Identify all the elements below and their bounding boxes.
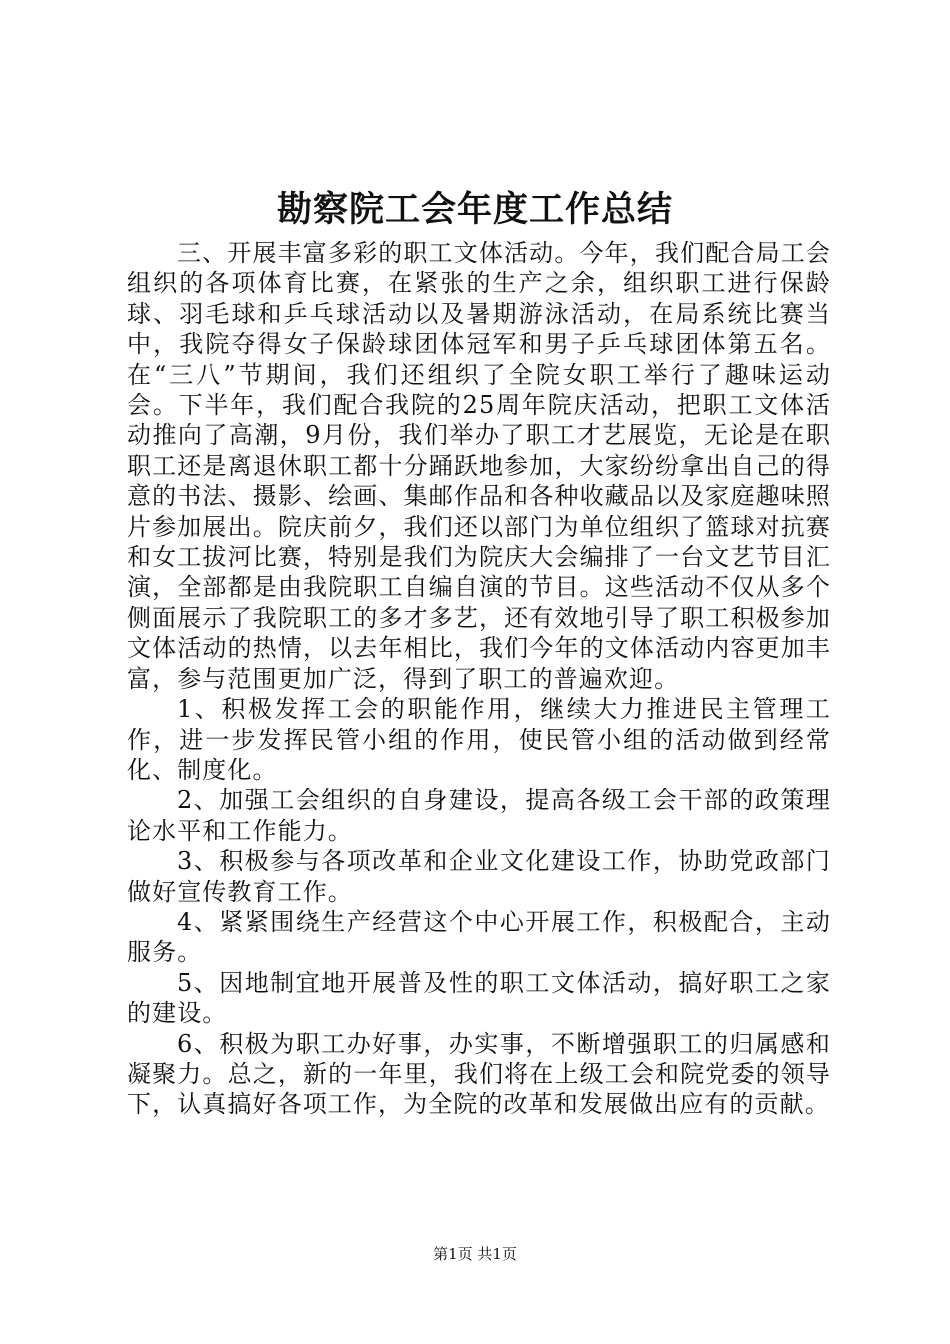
paragraph-cultural-activities: 三、开展丰富多彩的职工文体活动。今年，我们配合局工会组织的各项体育比赛，在紧张的生产之余，组织职工进行保龄球、羽毛球和乒乓球活动以及暑期游泳活动，在局系统比赛当中，我院夺得女子保龄球团体冠军和男子乒乓球团体第五名。在“三八”节期间，我们还组织了全院女职工举行了趣味运动会。下半年，我们配合我院的25周年院庆活动，把职工文体活动推向了高潮，9月份，我们举办了职工才艺展览，无论是在职职工还是离退休职工都十分踊跃地参加，大家纷纷拿出自己的得意的书法、摄影、绘画、集邮作品和各种收藏品以及家庭趣味照片参加展出。院庆前夕，我们还以部门为单位组织了篮球对抗赛和女工拔河比赛，特别是我们为院庆大会编排了一台文艺节目汇演，全部都是由我院职工自编自演的节目。这些活动不仅从多个侧面展示了我院职工的多才多艺，还有效地引导了职工积极参加文体活动的热情，以去年相比，我们今年的文体活动内容更加丰富，参与范围更加广泛，得到了职工的普遍欢迎。 xyxy=(127,239,831,693)
paragraph-item-6: 6、积极为职工办好事，办实事，不断增强职工的归属感和凝聚力。总之，新的一年里，我们将在上级工会和院党委的领导下，认真搞好各项工作，为全院的改革和发展做出应有的贡献。 xyxy=(127,1029,831,1119)
paragraph-item-3: 3、积极参与各项改革和企业文化建设工作，协助党政部门做好宣传教育工作。 xyxy=(127,847,831,906)
paragraph-item-2: 2、加强工会组织的自身建设，提高各级工会干部的政策理论水平和工作能力。 xyxy=(127,786,831,845)
paragraph-item-4: 4、紧紧围绕生产经营这个中心开展工作，积极配合，主动服务。 xyxy=(127,907,831,967)
page-number-footer: 第1页 共1页 xyxy=(433,1245,517,1263)
paragraph-item-5: 5、因地制宜地开展普及性的职工文体活动，搞好职工之家的建设。 xyxy=(127,968,831,1028)
document-title: 勘察院工会年度工作总结 xyxy=(276,189,673,230)
paragraph-item-1: 1、积极发挥工会的职能作用，继续大力推进民主管理工作，进一步发挥民管小组的作用，使民管小组的活动做到经常化、制度化。 xyxy=(127,695,831,784)
document-body xyxy=(127,238,831,1120)
